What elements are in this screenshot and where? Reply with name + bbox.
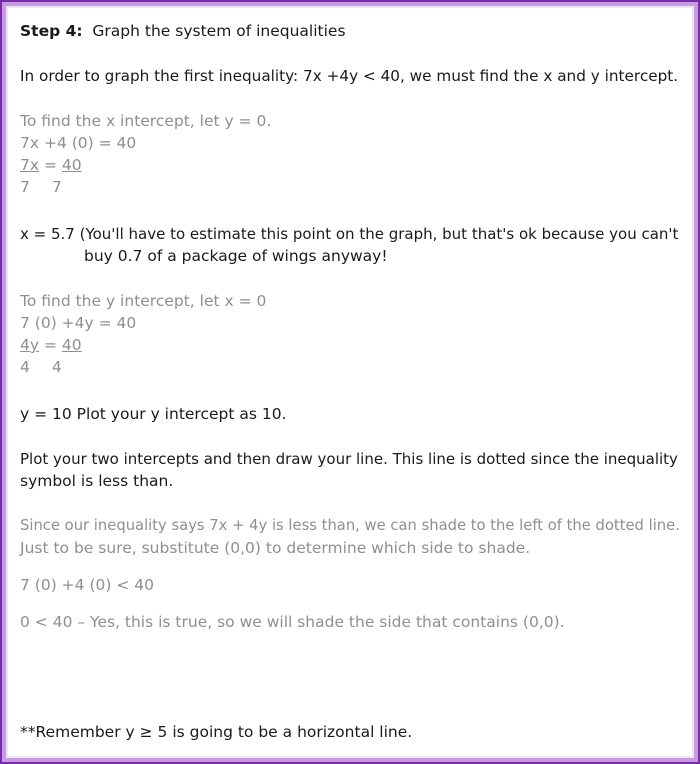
- y-fraction-denominator-right: 4: [51, 358, 62, 376]
- x-intercept-substitution: 7x +4 (0) = 40: [20, 134, 137, 152]
- x-fraction-equals: =: [39, 156, 62, 174]
- x-fraction-numerator-left: 7x: [20, 156, 40, 174]
- y-fraction-numerator-right: 40: [61, 336, 82, 354]
- y-fraction-denominator-left: 4: [20, 358, 30, 376]
- x-intercept-result: x = 5.7 (You'll have to estimate this point on the graph, but that's ok because you can't: [20, 225, 679, 243]
- step-heading: [20, 21, 346, 41]
- y-intercept-substitution: 7 (0) +4y = 40: [20, 314, 137, 332]
- shade-explanation-line-2: Just to be sure, substitute (0,0) to determine which side to shade.: [20, 539, 531, 557]
- step-label: Step 4:: [20, 22, 83, 40]
- horizontal-line-reminder: **Remember y ≥ 5 is going to be a horizontal line.: [20, 723, 413, 741]
- shade-test-equation: 7 (0) +4 (0) < 40: [20, 576, 154, 594]
- step-title: Graph the system of inequalities: [92, 22, 346, 40]
- y-intercept-instruction: To find the y intercept, let x = 0: [20, 292, 267, 310]
- plot-instruction-line-2: symbol is less than.: [20, 472, 174, 490]
- x-fraction-denominator-left: 7: [20, 178, 30, 196]
- y-intercept-result: y = 10 Plot your y intercept as 10.: [20, 405, 287, 423]
- x-fraction-numerator-right: 40: [61, 156, 82, 174]
- shade-explanation-line-1: Since our inequality says 7x + 4y is less than, we can shade to the left of the dotted line.: [20, 517, 680, 534]
- y-intercept-fraction-bottom: [20, 357, 62, 377]
- x-intercept-instruction: To find the x intercept, let y = 0.: [20, 112, 272, 130]
- x-intercept-fraction-top: [20, 155, 82, 175]
- intro-text: In order to graph the first inequality: 7x +4y < 40, we must find the x and y intercept.: [20, 67, 679, 85]
- y-fraction-numerator-left: 4y: [20, 336, 40, 354]
- y-fraction-equals: =: [39, 336, 62, 354]
- shade-conclusion: 0 < 40 – Yes, this is true, so we will shade the side that contains (0,0).: [20, 613, 565, 631]
- x-fraction-denominator-right: 7: [51, 178, 62, 196]
- y-intercept-fraction-top: [20, 335, 82, 355]
- x-intercept-result-continued: buy 0.7 of a package of wings anyway!: [84, 247, 388, 265]
- x-intercept-fraction-bottom: [20, 177, 62, 197]
- plot-instruction-line-1: Plot your two intercepts and then draw your line. This line is dotted since the inequality: [20, 450, 678, 468]
